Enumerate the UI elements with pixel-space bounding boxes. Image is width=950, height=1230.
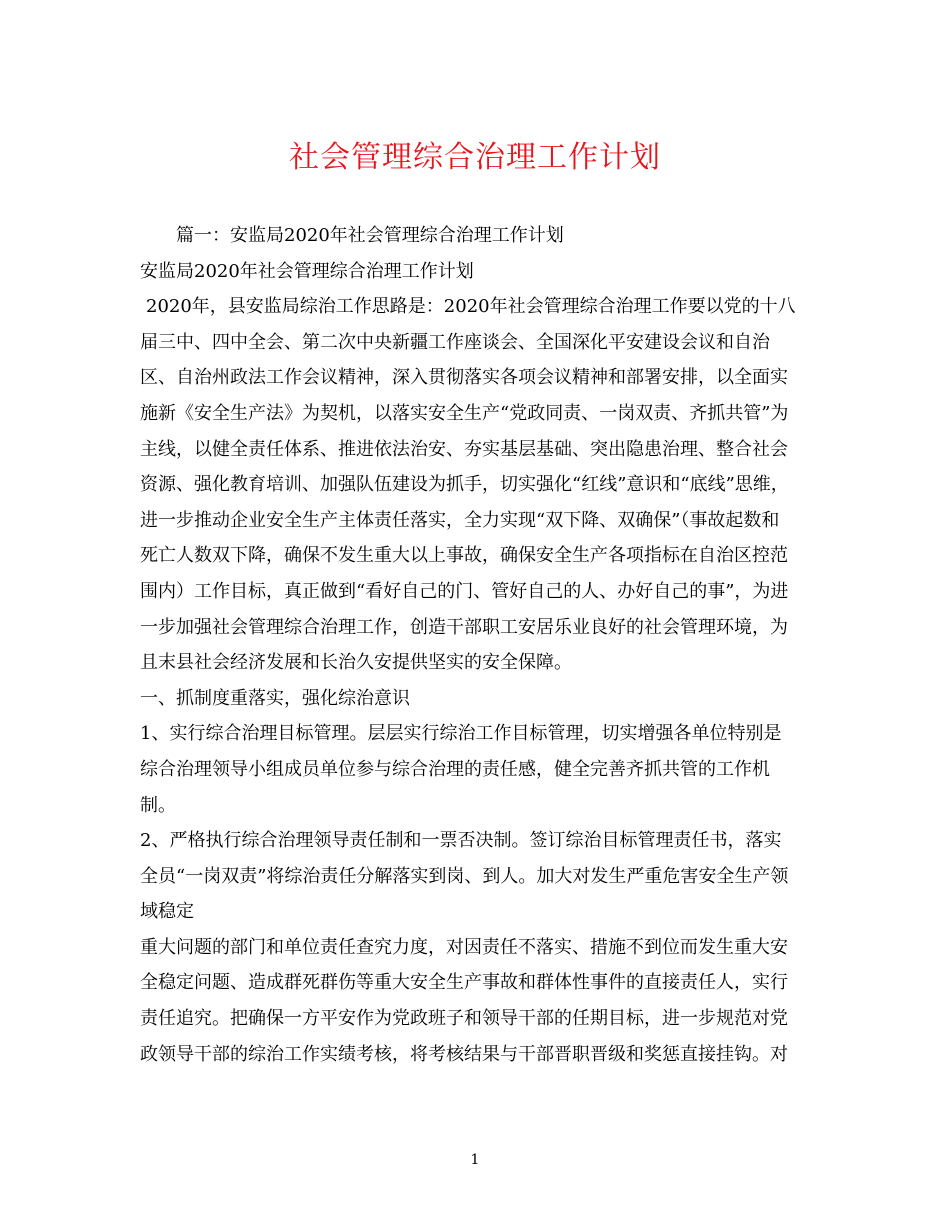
body-line: 届三中、四中全会、第二次中央新疆工作座谈会、全国深化平安建设会议和自治 bbox=[140, 331, 770, 353]
body-line: 2、严格执行综合治理领导责任制和一票否决制。签订综治目标管理责任书，落实 bbox=[140, 830, 782, 852]
page-number: 1 bbox=[470, 1152, 480, 1168]
body-line: 重大问题的部门和单位责任查究力度，对因责任不落实、措施不到位而发生重大安 bbox=[140, 936, 788, 958]
body-line: 政领导干部的综治工作实绩考核，将考核结果与干部晋职晋级和奖惩直接挂钩。对 bbox=[140, 1043, 788, 1065]
body-line: 死亡人数双下降，确保不发生重大以上事故，确保安全生产各项指标在自治区控范 bbox=[140, 545, 788, 567]
body-line: 责任追究。把确保一方平安作为党政班子和领导干部的任期目标，进一步规范对党 bbox=[140, 1008, 788, 1030]
body-line: 主线，以健全责任体系、推进依法治安、夯实基层基础、突出隐患治理、整合社会 bbox=[140, 438, 788, 460]
body-line: 1、实行综合治理目标管理。层层实行综治工作目标管理，切实增强各单位特别是 bbox=[140, 723, 782, 745]
body-line: 全员“一岗双责”将综治责任分解落实到岗、到人。加大对发生严重危害安全生产领 bbox=[140, 865, 789, 887]
body-line: 一步加强社会管理综合治理工作，创造干部职工安居乐业良好的社会管理环境，为 bbox=[140, 616, 788, 638]
body-line: 篇一：安监局2020年社会管理综合治理工作计划 bbox=[176, 225, 564, 246]
body-line: 综合治理领导小组成员单位参与综合治理的责任感，健全完善齐抓共管的工作机 bbox=[140, 758, 770, 780]
body-line: 域稳定 bbox=[140, 901, 194, 923]
body-line: 全稳定问题、造成群死群伤等重大安全生产事故和群体性事件的直接责任人，实行 bbox=[140, 972, 788, 994]
document-body bbox=[140, 218, 820, 1072]
section-heading: 一、抓制度重落实，强化综治意识 bbox=[140, 687, 410, 709]
body-line: 安监局2020年社会管理综合治理工作计划 bbox=[140, 260, 474, 282]
body-line: 进一步推动企业安全生产主体责任落实，全力实现“双下降、双确保”（事故起数和 bbox=[140, 509, 780, 531]
body-line: 区、自治州政法工作会议精神，深入贯彻落实各项会议精神和部署安排，以全面实 bbox=[140, 367, 788, 389]
body-line: 且末县社会经济发展和长治久安提供坚实的安全保障。 bbox=[140, 652, 572, 674]
document-title: 社会管理综合治理工作计划 bbox=[289, 140, 661, 175]
body-line: 围内）工作目标，真正做到“看好自己的门、管好自己的人、办好自己的事”，为进 bbox=[140, 580, 789, 602]
body-line: 资源、强化教育培训、加强队伍建设为抓手，切实强化“红线”意识和“底线”思维， bbox=[140, 474, 789, 496]
body-line: 2020年，县安监局综治工作思路是：2020年社会管理综合治理工作要以党的十八 bbox=[146, 296, 796, 318]
body-line: 施新《安全生产法》为契机，以落实安全生产“党政同责、一岗双责、齐抓共管”为 bbox=[140, 402, 789, 424]
body-line: 制。 bbox=[140, 794, 176, 816]
